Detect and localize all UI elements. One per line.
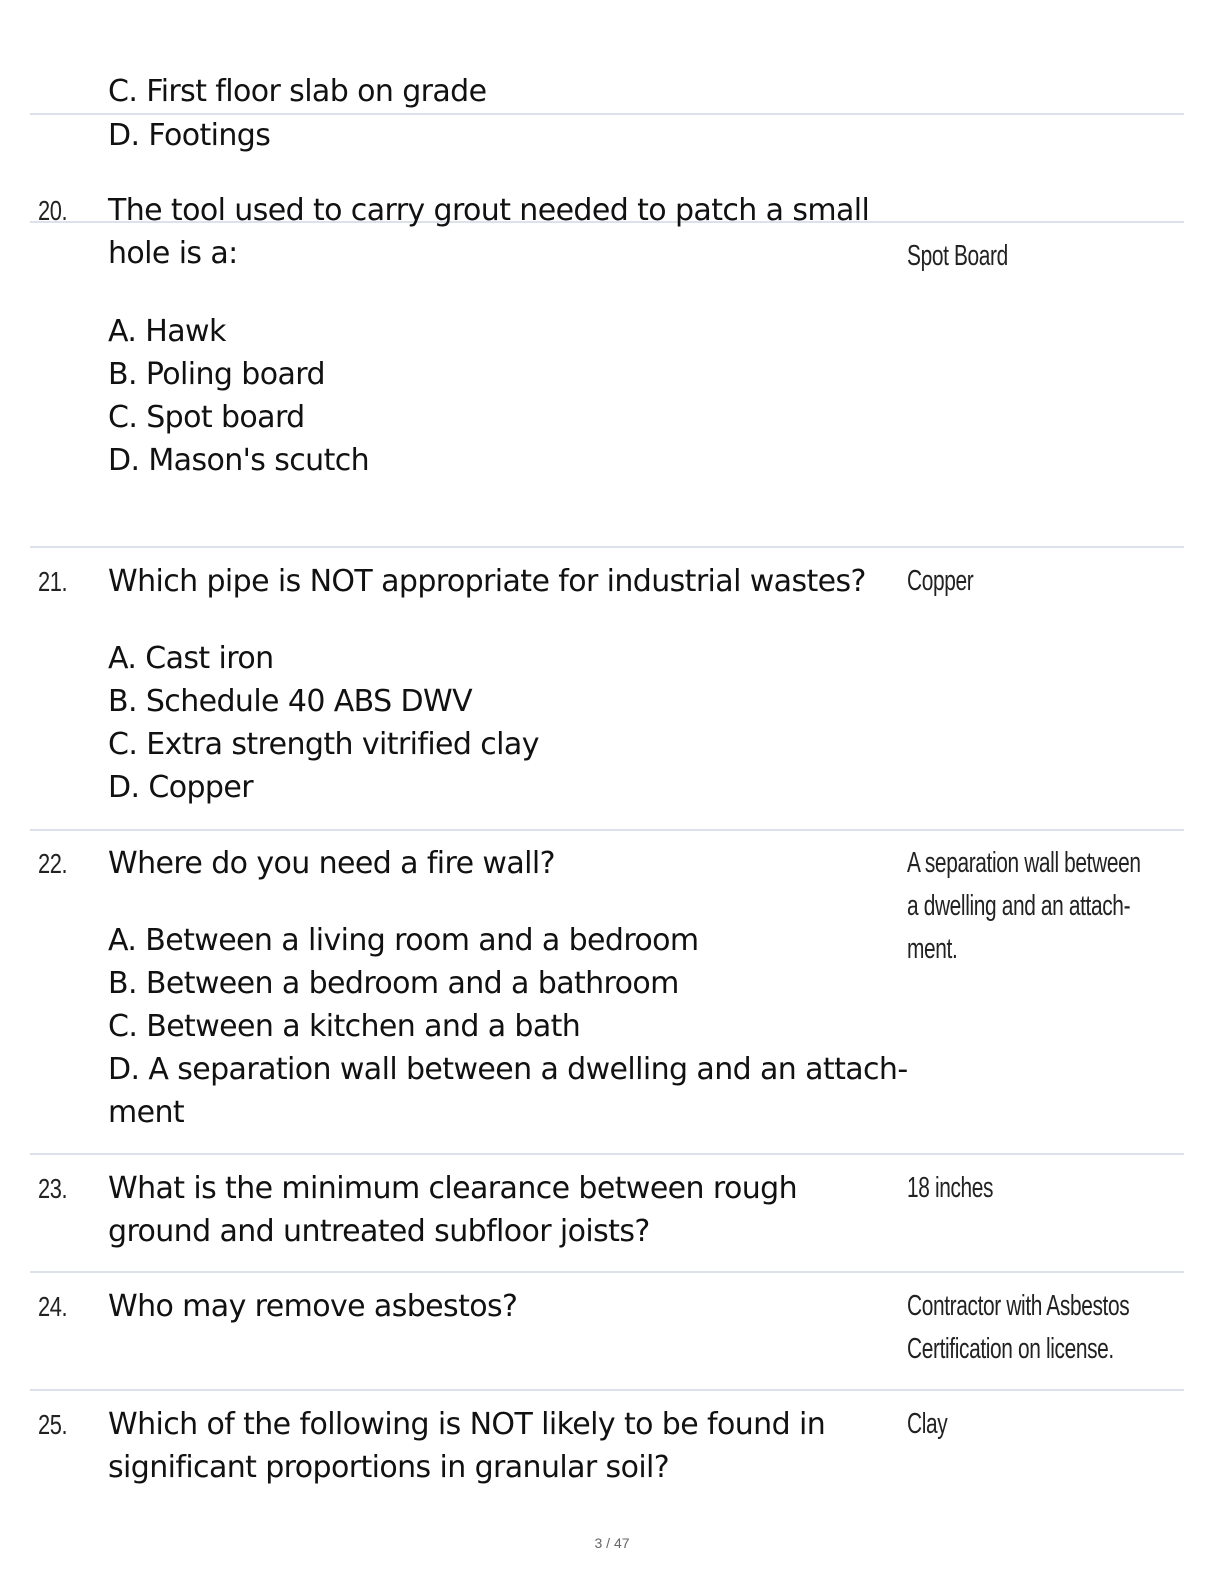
- option-b: B. Schedule 40 ABS DWV: [108, 684, 472, 719]
- row-divider: [30, 1389, 1184, 1391]
- question-number: 22.: [38, 848, 68, 879]
- question-text: ground and untreated subfloor joists?: [108, 1214, 650, 1249]
- question-text: The tool used to carry grout needed to patch a small: [108, 193, 870, 228]
- row-divider: [30, 546, 1184, 548]
- page-indicator: 3 / 47: [594, 1535, 630, 1551]
- answer-text: a dwelling and an attach-: [907, 890, 1131, 922]
- option-d: D. Copper: [108, 770, 253, 805]
- answer-text: Clay: [907, 1408, 948, 1440]
- question-number: 24.: [38, 1291, 68, 1322]
- question-text: significant proportions in granular soil?: [108, 1450, 670, 1485]
- option-a: A. Hawk: [108, 314, 226, 349]
- option-b: B. Poling board: [108, 357, 325, 392]
- option-c: C. Extra strength vitrified clay: [108, 727, 539, 762]
- answer-text: Copper: [907, 565, 974, 597]
- option-d: D. Mason's scutch: [108, 443, 370, 478]
- option-c: C. Between a kitchen and a bath: [108, 1009, 581, 1044]
- answer-text: Spot Board: [907, 240, 1008, 272]
- option-b: B. Between a bedroom and a bathroom: [108, 966, 679, 1001]
- row-divider: [30, 829, 1184, 831]
- option-c: C. Spot board: [108, 400, 305, 435]
- question-text: hole is a:: [108, 236, 238, 271]
- question-text: Who may remove asbestos?: [108, 1289, 518, 1324]
- question-number: 21.: [38, 566, 68, 597]
- answer-text: Contractor with Asbestos: [907, 1290, 1130, 1322]
- question-number: 20.: [38, 195, 68, 226]
- option-d: D. Footings: [108, 118, 271, 153]
- option-d-continued: ment: [108, 1095, 185, 1130]
- question-text: Where do you need a fire wall?: [108, 846, 555, 881]
- answer-text: A separation wall between: [907, 847, 1141, 879]
- option-a: A. Cast iron: [108, 641, 274, 676]
- answer-text: ment.: [907, 933, 958, 965]
- question-text: Which pipe is NOT appropriate for industrial wastes?: [108, 564, 866, 599]
- question-number: 25.: [38, 1409, 68, 1440]
- question-number: 23.: [38, 1173, 68, 1204]
- row-divider: [30, 1271, 1184, 1273]
- question-text: What is the minimum clearance between rough: [108, 1171, 797, 1206]
- answer-text: 18 inches: [907, 1172, 994, 1204]
- option-a: A. Between a living room and a bedroom: [108, 923, 699, 958]
- option-d: D. A separation wall between a dwelling and an attach-: [108, 1052, 908, 1087]
- answer-text: Certification on license.: [907, 1333, 1114, 1365]
- option-c: C. First floor slab on grade: [108, 74, 487, 109]
- question-text: Which of the following is NOT likely to be found in: [108, 1407, 826, 1442]
- row-divider: [30, 1153, 1184, 1155]
